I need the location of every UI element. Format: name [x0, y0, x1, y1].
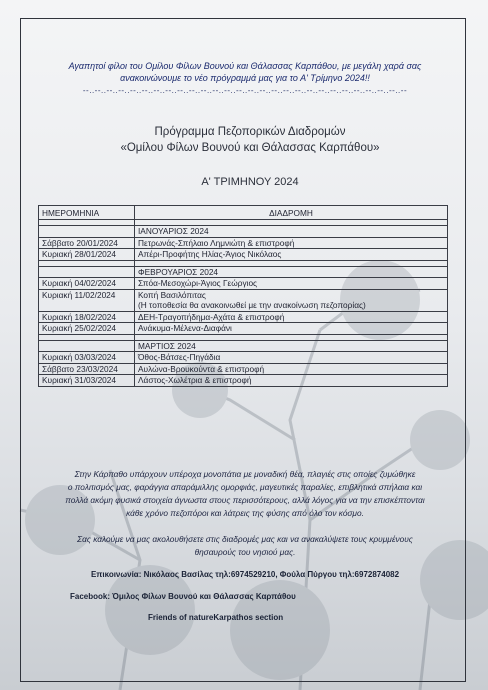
intro-text	[40, 60, 450, 84]
month-row	[39, 266, 448, 278]
route-cell: ΦΕΒΡΟΥΑΡΙΟΣ 2024	[135, 266, 448, 278]
route-cell: Όθος-Βάτσες-Πηγάδια	[135, 352, 448, 364]
title-line: «Ομίλου Φίλων Βουνού και Θάλασσας Καρπάθου»	[120, 142, 380, 154]
intro-line: Αγαπητοί φίλοι του Ομίλου Φίλων Βουνού και Θάλασσας Καρπάθου, με μεγάλη χαρά σας	[68, 61, 422, 71]
header-route: ΔΙΑΔΡΟΜΗ	[135, 206, 448, 220]
route-cell	[135, 289, 448, 311]
paragraph-line: κάθε χρόνο πεζοπόροι και λάτρεις της φύσης από όλο τον κόσμο.	[126, 508, 364, 518]
date-cell: Κυριακή 04/02/2024	[39, 278, 135, 290]
route-cell: ΔΕΗ-Τραγοπήδημα-Αχάτα & επιστροφή	[135, 311, 448, 323]
date-cell: Κυριακή 31/03/2024	[39, 375, 135, 387]
route-cell: Ανάκυμα-Μέλενα-Διαφάνι	[135, 323, 448, 335]
table-row	[39, 363, 448, 375]
contact-info: Επικοινωνία: Νικόλαος Βασίλας τηλ:6974529210, Φούλα Πύργου τηλ:6972874082	[90, 570, 400, 579]
page-title	[60, 124, 440, 156]
date-cell	[39, 226, 135, 238]
route-cell: ΙΑΝΟΥΑΡΙΟΣ 2024	[135, 226, 448, 238]
date-cell: Σάββατο 20/01/2024	[39, 237, 135, 249]
header-date: ΗΜΕΡΟΜΗΝΙΑ	[39, 206, 135, 220]
friends-section: Friends of natureKarpathos section	[148, 613, 284, 622]
table-row	[39, 311, 448, 323]
date-cell	[39, 266, 135, 278]
date-cell: Κυριακή 25/02/2024	[39, 323, 135, 335]
table-row	[39, 249, 448, 261]
intro-line: ανακοινώνουμε το νέο πρόγραμμά μας για το Α' Τρίμηνο 2024!!	[120, 73, 370, 83]
route-text: Κοπή Βασιλόπιτας	[138, 289, 206, 300]
month-row	[39, 340, 448, 352]
table-header-row	[39, 206, 448, 220]
table-row	[39, 289, 448, 311]
date-cell	[39, 340, 135, 352]
date-cell: Κυριακή 28/01/2024	[39, 249, 135, 261]
description-paragraph	[40, 468, 450, 520]
table-row	[39, 237, 448, 249]
paragraph-line: πολλά ακόμη φυσικά στοιχεία άγνωστα στους περισσότερους, αλλά λόγος για να την επισκέπτονται	[65, 495, 425, 505]
title-line: Πρόγραμμα Πεζοπορικών Διαδρομών	[154, 126, 346, 138]
table-row	[39, 323, 448, 335]
paragraph-line: Σας καλούμε να μας ακολουθήσετε στις διαδρομές μας και να ανακαλύψετε τους κρυμμένους	[77, 534, 413, 544]
date-cell: Κυριακή 11/02/2024	[39, 289, 135, 311]
paragraph-line: ο πολιτισμός μας, φαράγγια απαράμιλλης ομορφιάς, μαγευτικές παραλίες, επιβλητικά σπήλαια και	[67, 482, 423, 492]
invitation-paragraph	[40, 533, 450, 559]
table-row	[39, 375, 448, 387]
month-row	[39, 226, 448, 238]
route-cell: Σπόα-Μεσοχώρι-Άγιος Γεώργιος	[135, 278, 448, 290]
date-cell: Κυριακή 03/03/2024	[39, 352, 135, 364]
route-note: (Η τοποθεσία θα ανακοινωθεί με την ανακοίνωση πεζοπορίας)	[138, 300, 366, 310]
date-cell: Σάββατο 23/03/2024	[39, 363, 135, 375]
route-cell: Απέρι-Προφήτης Ηλίας-Άγιος Νικόλαος	[135, 249, 448, 261]
dash-separator: --..--..--..--..--..--..--..--..--..--..--..--..--..--..--..--..--..--..--..--..--..--..--..--..--..--..--..--	[82, 86, 408, 95]
route-cell: Λάστος-Χωλέτρια & επιστροφή	[135, 375, 448, 387]
table-row	[39, 278, 448, 290]
route-cell: Πετρωνάς-Σπήλαιο Λημνιώτη & επιστροφή	[135, 237, 448, 249]
schedule-table	[38, 205, 448, 387]
paragraph-line: Στην Κάρπαθο υπάρχουν υπέροχα μονοπάτια με μοναδική θέα, πλαγιές στις οποίες ζυμώθηκε	[74, 469, 416, 479]
table-row	[39, 352, 448, 364]
date-cell: Κυριακή 18/02/2024	[39, 311, 135, 323]
quarter-subtitle: Α' ΤΡΙΜΗΝΟΥ 2024	[201, 176, 299, 188]
paragraph-line: θησαυρούς του νησιού μας.	[194, 547, 296, 557]
facebook-info: Facebook: Όμιλος Φίλων Βουνού και Θάλασσας Καρπάθου	[70, 592, 296, 601]
route-cell: Αυλώνα-Βρουκούντα & επιστροφή	[135, 363, 448, 375]
route-cell: ΜΑΡΤΙΟΣ 2024	[135, 340, 448, 352]
